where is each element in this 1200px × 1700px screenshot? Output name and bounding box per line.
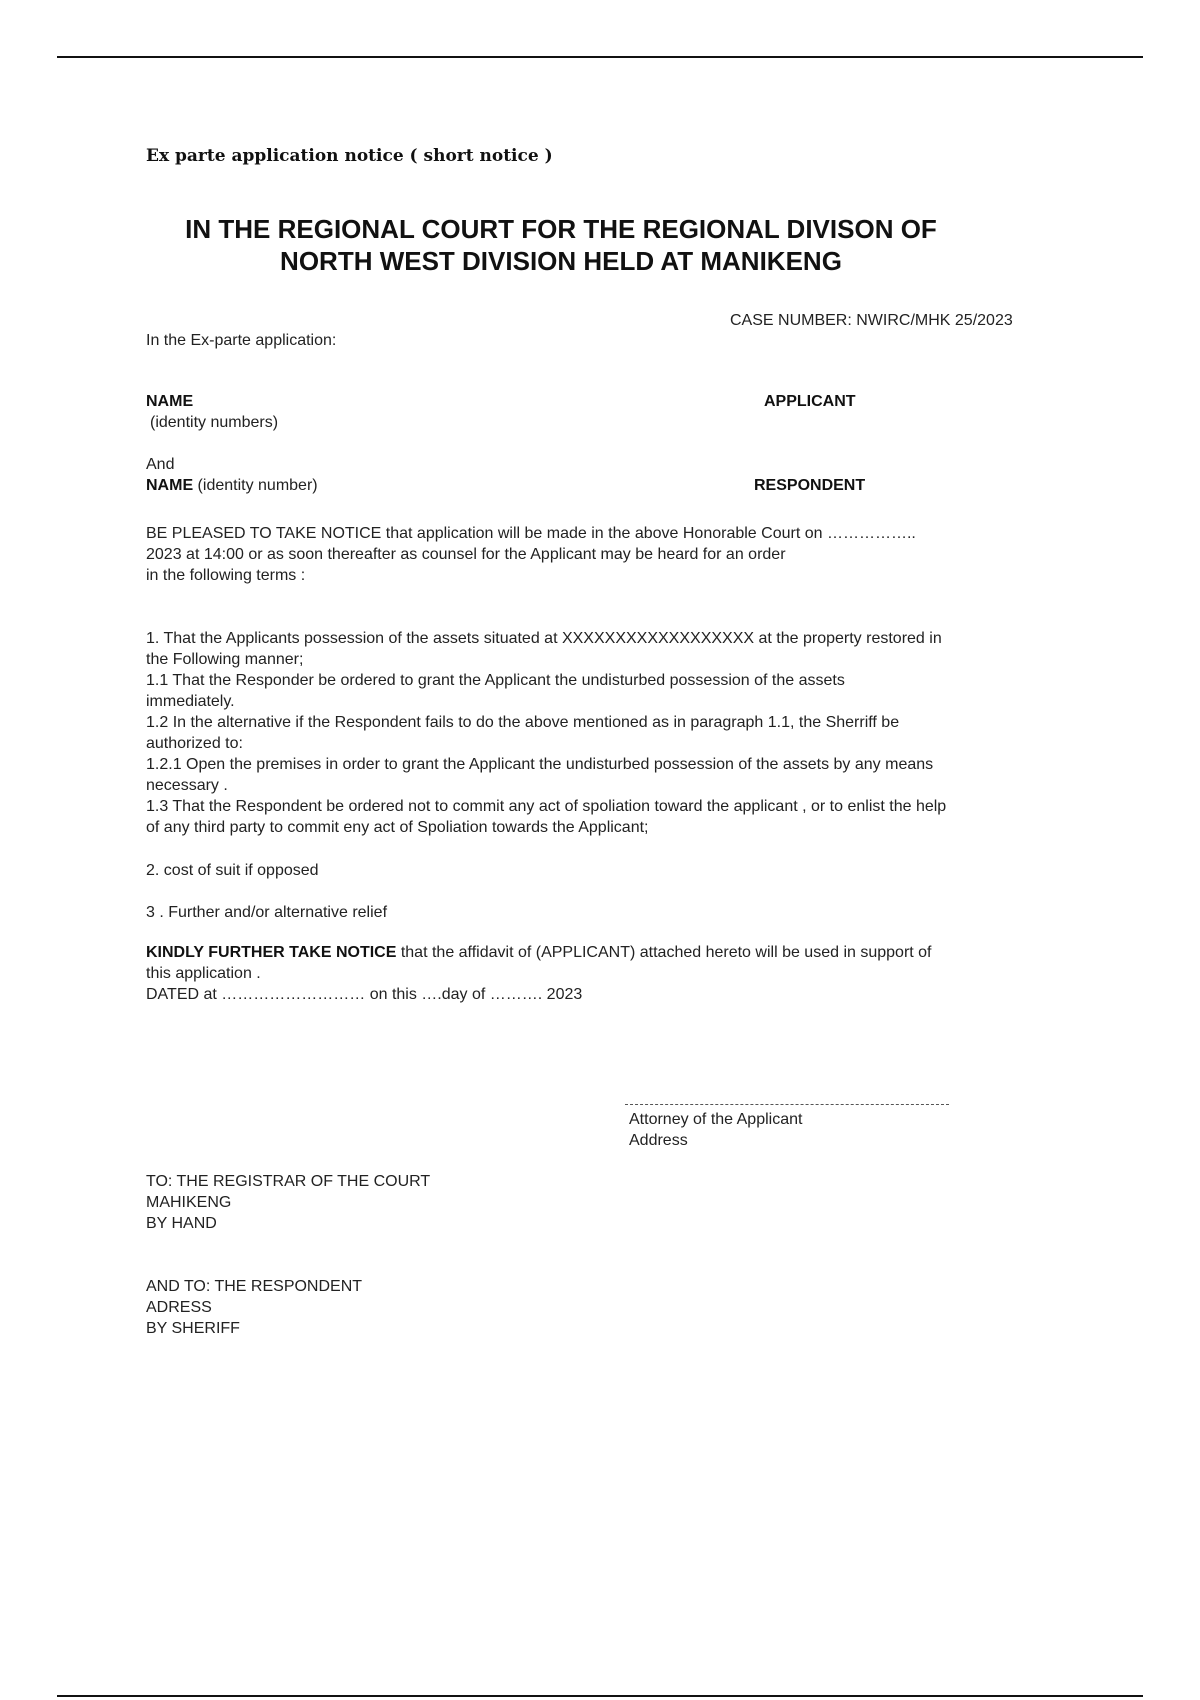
term-3: 3 . Further and/or alternative relief: [146, 904, 388, 921]
further-notice-line-2: this application .: [146, 965, 261, 982]
terms-list: [146, 628, 1066, 838]
term-1-1-line-1: 1.1 That the Responder be ordered to grant the Applicant the undisturbed possession of the assets: [146, 672, 845, 689]
registrar-line-3: BY HAND: [146, 1215, 217, 1232]
notice-line-2: 2023 at 14:00 or as soon thereafter as counsel for the Applicant may be heard for an order: [146, 546, 786, 563]
term-1-line-1: 1. That the Applicants possession of the assets situated at XXXXXXXXXXXXXXXXXX at the property restored in: [146, 630, 942, 647]
signature-line: [625, 1104, 949, 1105]
further-notice-rest: that the affidavit of (APPLICANT) attached hereto will be used in support of: [396, 944, 932, 961]
recipient-registrar: [146, 1171, 430, 1234]
term-1-1-line-2: immediately.: [146, 693, 235, 710]
term-1-3-line-2: of any third party to commit eny act of Spoliation towards the Applicant;: [146, 819, 649, 836]
bottom-rule: [57, 1695, 1143, 1697]
respondent-recipient-line-2: ADRESS: [146, 1299, 212, 1316]
case-number: CASE NUMBER: NWIRC/MHK 25/2023: [730, 312, 1013, 329]
further-notice-lead: KINDLY FURTHER TAKE NOTICE: [146, 944, 397, 961]
applicant-name: NAME: [146, 393, 194, 410]
term-1-2-1-line-2: necessary .: [146, 777, 228, 794]
registrar-line-2: MAHIKENG: [146, 1194, 232, 1211]
notice-paragraph: [146, 523, 1066, 586]
notice-line-3: in the following terms :: [146, 567, 306, 584]
signature-role: Attorney of the Applicant: [629, 1111, 803, 1128]
recipient-respondent: [146, 1276, 362, 1339]
respondent-recipient-line-3: BY SHERIFF: [146, 1320, 240, 1337]
signature-address: Address: [629, 1132, 688, 1149]
and-connector: And: [146, 456, 175, 473]
applicant-identity: (identity numbers): [150, 414, 279, 431]
court-title-line-1: IN THE REGIONAL COURT FOR THE REGIONAL DIVISON OF: [185, 214, 937, 244]
respondent-line: [146, 475, 318, 496]
notice-line-1: BE PLEASED TO TAKE NOTICE that application will be made in the above Honorable Court on ……………..: [146, 525, 916, 542]
court-title: [146, 213, 976, 277]
further-notice-paragraph: [146, 942, 1066, 1005]
term-1-2-1-line-1: 1.2.1 Open the premises in order to grant the Applicant the undisturbed possession of the assets by any means: [146, 756, 934, 773]
application-intro: In the Ex-parte application:: [146, 332, 337, 349]
respondent-recipient-line-1: AND TO: THE RESPONDENT: [146, 1278, 363, 1295]
term-2: 2. cost of suit if opposed: [146, 862, 319, 879]
respondent-name: NAME: [146, 477, 194, 494]
registrar-line-1: TO: THE REGISTRAR OF THE COURT: [146, 1173, 431, 1190]
further-notice-line-1: [146, 942, 1066, 963]
term-1-line-2: the Following manner;: [146, 651, 304, 668]
term-1-2-line-2: authorized to:: [146, 735, 243, 752]
top-rule: [57, 56, 1143, 58]
term-1-3-line-1: 1.3 That the Respondent be ordered not to commit any act of spoliation toward the applicant , or to enlist the help: [146, 798, 947, 815]
term-1-2-line-1: 1.2 In the alternative if the Respondent fails to do the above mentioned as in paragraph 1.1, the Sherriff be: [146, 714, 900, 731]
applicant-role: APPLICANT: [764, 393, 856, 410]
dated-line: DATED at ……………………… on this ….day of ………. 2023: [146, 986, 583, 1003]
court-title-line-2: NORTH WEST DIVISION HELD AT MANIKENG: [280, 246, 842, 276]
respondent-role: RESPONDENT: [754, 477, 866, 494]
document-type-heading: Ex parte application notice ( short notice ): [146, 146, 553, 166]
respondent-identity: (identity number): [193, 477, 318, 494]
